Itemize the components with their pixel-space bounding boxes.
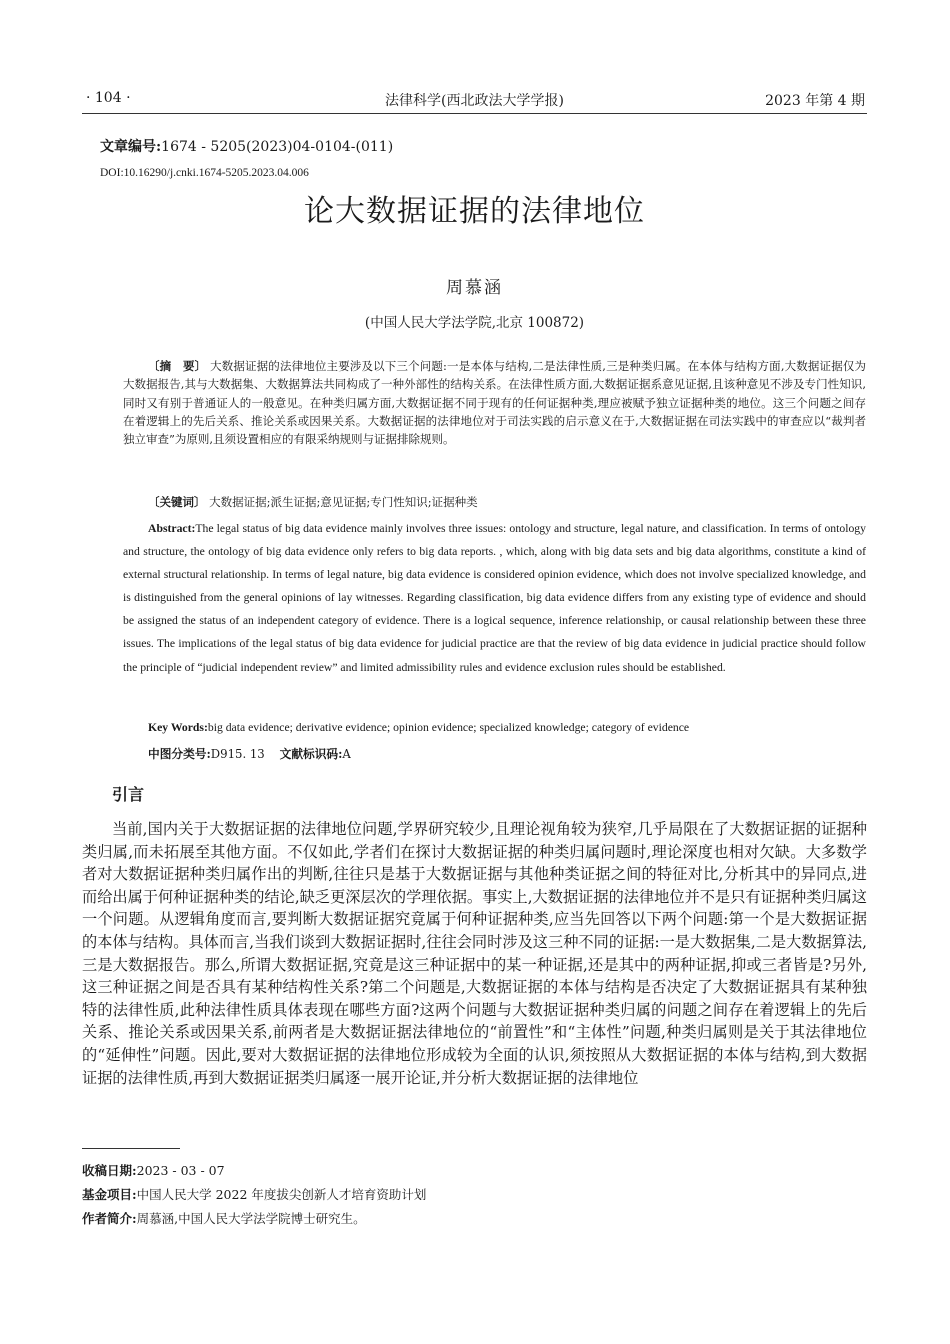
issue-label: 2023 年第 4 期 [765, 93, 865, 109]
author-bio-value: 周慕涵,中国人民大学法学院博士研究生。 [136, 1211, 366, 1226]
journal-name: 法律科学(西北政法大学学报) [385, 93, 564, 109]
received-value: 2023 - 03 - 07 [136, 1163, 225, 1178]
abstract-chinese [123, 357, 866, 448]
article-number-value: 1674 - 5205(2023)04-0104-(011) [161, 139, 394, 155]
article-title: 论大数据证据的法律地位 [304, 194, 645, 229]
running-header [82, 90, 867, 110]
article-number [100, 136, 393, 156]
author-name: 周慕涵 [446, 278, 503, 298]
article-number-label: 文章编号: [100, 139, 162, 155]
clc-label: 中图分类号: [148, 747, 211, 761]
keywords-chinese-label: 〔关键词〕 [148, 495, 206, 509]
keywords-english-label: Key Words: [148, 721, 208, 734]
footnote-divider [82, 1148, 180, 1149]
fund-value: 中国人民大学 2022 年度拔尖创新人才培育资助计划 [136, 1187, 427, 1202]
body-paragraph: 当前,国内关于大数据证据的法律地位问题,学界研究较少,且理论视角较为狭窄,几乎局限在了大数据证据的证据种类归属,而未拓展至其他方面。不仅如此,学者们在探讨大数据证据的种类归属问题时,理论深度也相对欠缺。大多数学者对大数据证据种类归属作出的判断,往往只是基于大数据证据与其他种类证据之间的特征对比,分析其中的异同点,进而给出属于何种证据种类的结论,缺乏更深层次的学理依据。事实上,大数据证据的法律地位并不是只有证据种类归属这一个问题。从逻辑角度而言,要判断大数据证据究竟属于何种证据种类,应当先回答以下两个问题:第一个是大数据证据的本体与结构。具体而言,当我们谈到大数据证据时,往往会同时涉及这三种不同的证据:一是大数据集,二是大数据算法,三是大数据报告。那么,所谓大数据证据,究竟是这三种证据中的某一种证据,还是其中的两种证据,抑或三者皆是?另外,这三种证据之间是否具有某种结构性关系?第二个问题是,大数据证据的本体与结构是否决定了大数据证据具有某种独特的法律性质,此种法律性质具体表现在哪些方面?这两个问题与大数据证据种类归属的问题之间存在着逻辑上的先后关系、推论关系或因果关系,前两者是大数据证据法律地位的“前置性”和“主体性”问题,种类归属则是关于其法律地位的“延伸性”问题。因此,要对大数据证据的法律地位形成较为全面的认识,须按照从大数据证据的本体与结构,到大数据证据的法律性质,再到大数据证据类归属逐一展开论证,并分析大数据证据的法律地位 [82, 820, 867, 1087]
header-divider [82, 113, 867, 114]
doc-code-value: A [342, 747, 351, 761]
abstract-chinese-text: 大数据证据的法律地位主要涉及以下三个问题:一是本体与结构,二是法律性质,三是种类归属。在本体与结构方面,大数据证据仅为大数据报告,其与大数据集、大数据算法共同构成了一种外部性的结构关系。在法律性质方面,大数据证据系意见证据,且该种意见不涉及专门性知识,同时又有别于普通证人的一般意见。在种类归属方面,大数据证据不同于现有的任何证据种类,理应被赋予独立证据种类的地位。这三个问题之间存在着逻辑上的先后关系、推论关系或因果关系。大数据证据的法律地位对于司法实践的启示意义在于,大数据证据在司法实践中的审查应以“裁判者独立审查”为原则,且须设置相应的有限采纳规则与证据排除规则。 [123, 359, 867, 447]
classification-line [148, 746, 351, 762]
abstract-english-label: Abstract: [148, 522, 196, 535]
author-bio-label: 作者简介: [82, 1211, 137, 1226]
abstract-english [123, 517, 866, 679]
clc-value: D915. 13 [210, 747, 265, 761]
doc-code-label: 文献标识码: [279, 747, 343, 761]
section-heading: 引言 [112, 785, 145, 804]
footnote-author-bio [82, 1209, 366, 1227]
footnote-fund [82, 1185, 426, 1203]
doi: DOI:10.16290/j.cnki.1674-5205.2023.04.006 [100, 167, 309, 179]
keywords-chinese [148, 494, 866, 510]
abstract-chinese-label: 〔摘 要〕 [148, 359, 207, 373]
keywords-chinese-text: 大数据证据;派生证据;意见证据;专门性知识;证据种类 [209, 495, 478, 509]
author-affiliation: (中国人民大学法学院,北京 100872) [364, 315, 585, 331]
received-label: 收稿日期: [82, 1163, 137, 1178]
footnote-received [82, 1161, 225, 1179]
keywords-english-text: big data evidence; derivative evidence; opinion evidence; specialized knowledge; category of evidence [207, 721, 690, 734]
page-number: · 104 · [86, 90, 131, 106]
fund-label: 基金项目: [82, 1187, 137, 1202]
keywords-english [148, 721, 866, 734]
abstract-english-text: The legal status of big data evidence mainly involves three issues: ontology and structure, legal nature, and classification. In terms of ontology and structure, the ontology of big data evidence only refers to big data reports. , which, along with big data sets and big data algorithms, constitute a kind of external structural relationship. In terms of legal nature, big data evidence is considered opinion evidence, which does not involve specialized knowledge, and is distinguished from the general opinions of lay witnesses. Regarding classification, big data evidence differs from any existing type of evidence and should be assigned the status of an independent category of evidence. There is a logical sequence, inference relationship, or causal relationship between these three issues. The implications of the legal status of big data evidence for judicial practice are that the review of big data evidence in judicial practice should follow the principle of “judicial independent review” and limited admissibility rules and evidence exclusion rules should be established. [123, 522, 866, 674]
